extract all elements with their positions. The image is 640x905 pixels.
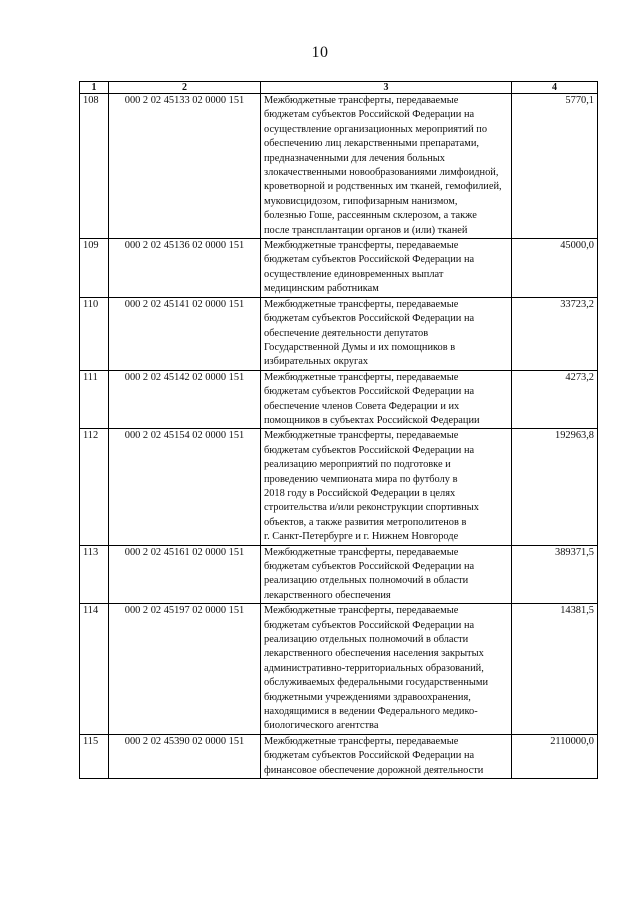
description-line: Межбюджетные трансферты, передаваемые bbox=[264, 430, 459, 442]
description-line: биологического агентства bbox=[264, 720, 379, 732]
description-line: кроветворной и родственных им тканей, гемофилией, bbox=[264, 181, 502, 193]
budget-classification-code: 000 2 02 45161 02 0000 151 bbox=[109, 545, 261, 604]
column-header-code: 2 bbox=[109, 82, 261, 94]
budget-transfers-table bbox=[79, 81, 598, 779]
description-line: бюджетам субъектов Российской Федерации на bbox=[264, 109, 475, 121]
budget-classification-code: 000 2 02 45133 02 0000 151 bbox=[109, 94, 261, 239]
transfer-description bbox=[261, 297, 512, 370]
description-line: Межбюджетные трансферты, передаваемые bbox=[264, 605, 459, 617]
transfer-description bbox=[261, 239, 512, 298]
amount-value: 5770,1 bbox=[512, 94, 598, 239]
transfer-description bbox=[261, 545, 512, 604]
description-line: бюджетам субъектов Российской Федерации на bbox=[264, 386, 475, 398]
table-row bbox=[80, 94, 598, 239]
amount-value: 192963,8 bbox=[512, 429, 598, 545]
amount-value: 14381,5 bbox=[512, 604, 598, 735]
table-row bbox=[80, 239, 598, 298]
row-number: 115 bbox=[80, 734, 109, 778]
description-line: Межбюджетные трансферты, передаваемые bbox=[264, 371, 459, 383]
description-line: избирательных округах bbox=[264, 356, 369, 368]
budget-classification-code: 000 2 02 45141 02 0000 151 bbox=[109, 297, 261, 370]
description-line: после трансплантации органов и (или) тканей bbox=[264, 224, 468, 236]
budget-classification-code: 000 2 02 45390 02 0000 151 bbox=[109, 734, 261, 778]
description-line: медицинским работникам bbox=[264, 283, 379, 295]
description-line: Межбюджетные трансферты, передаваемые bbox=[264, 95, 459, 106]
table-row bbox=[80, 370, 598, 429]
description-line: реализацию мероприятий по подготовке и bbox=[264, 459, 451, 471]
row-number: 109 bbox=[80, 239, 109, 298]
description-line: находящимися в ведении Федерального медико- bbox=[264, 706, 478, 718]
table-row bbox=[80, 297, 598, 370]
description-line: обслуживаемых федеральными государственными bbox=[264, 677, 489, 689]
description-line: объектов, а также развития метрополитенов в bbox=[264, 516, 467, 528]
description-line: реализацию отдельных полномочий в области bbox=[264, 634, 469, 646]
amount-value: 4273,2 bbox=[512, 370, 598, 429]
row-number: 108 bbox=[80, 94, 109, 239]
description-line: Межбюджетные трансферты, передаваемые bbox=[264, 298, 459, 310]
description-line: Государственной Думы и их помощников в bbox=[264, 341, 456, 353]
description-line: Межбюджетные трансферты, передаваемые bbox=[264, 546, 459, 558]
description-line: Межбюджетные трансферты, передаваемые bbox=[264, 735, 459, 747]
transfer-description bbox=[261, 94, 512, 239]
transfer-description bbox=[261, 604, 512, 735]
row-number: 113 bbox=[80, 545, 109, 604]
description-line: обеспечению лиц лекарственными препаратами, bbox=[264, 138, 479, 150]
page-number: 10 bbox=[311, 44, 329, 61]
description-line: лекарственного обеспечения населения закрытых bbox=[264, 648, 484, 660]
description-line: помощников в субъектах Российской Федерации bbox=[264, 414, 480, 426]
column-header-amount: 4 bbox=[512, 82, 598, 94]
transfer-description bbox=[261, 734, 512, 778]
row-number: 112 bbox=[80, 429, 109, 545]
budget-classification-code: 000 2 02 45154 02 0000 151 bbox=[109, 429, 261, 545]
table-row bbox=[80, 604, 598, 735]
description-line: лекарственного обеспечения bbox=[264, 589, 391, 601]
description-line: г. Санкт-Петербурге и г. Нижнем Новгороде bbox=[264, 531, 459, 543]
description-line: бюджетными учреждениями здравоохранения, bbox=[264, 691, 471, 703]
transfer-description bbox=[261, 370, 512, 429]
description-line: муковисцидозом, гипофизарным нанизмом, bbox=[264, 195, 458, 207]
description-line: злокачественными новообразованиями лимфоидной, bbox=[264, 167, 499, 179]
amount-value: 389371,5 bbox=[512, 545, 598, 604]
description-line: бюджетам субъектов Российской Федерации на bbox=[264, 750, 475, 762]
description-line: финансовое обеспечение дорожной деятельности bbox=[264, 764, 484, 776]
description-line: болезнью Гоше, рассеянным склерозом, а также bbox=[264, 210, 477, 222]
description-line: обеспечение деятельности депутатов bbox=[264, 327, 429, 339]
amount-value: 45000,0 bbox=[512, 239, 598, 298]
description-line: бюджетам субъектов Российской Федерации на bbox=[264, 313, 475, 325]
description-line: осуществление единовременных выплат bbox=[264, 268, 444, 280]
transfer-description bbox=[261, 429, 512, 545]
description-line: 2018 году в Российской Федерации в целях bbox=[264, 487, 456, 499]
column-header-description: 3 bbox=[261, 82, 512, 94]
table-row bbox=[80, 545, 598, 604]
description-line: бюджетам субъектов Российской Федерации на bbox=[264, 561, 475, 572]
row-number: 111 bbox=[80, 370, 109, 429]
description-line: бюджетам субъектов Российской Федерации на bbox=[264, 254, 475, 266]
budget-classification-code: 000 2 02 45197 02 0000 151 bbox=[109, 604, 261, 735]
row-number: 110 bbox=[80, 297, 109, 370]
description-line: реализацию отдельных полномочий в области bbox=[264, 575, 469, 587]
table-row bbox=[80, 429, 598, 545]
row-number: 114 bbox=[80, 604, 109, 735]
budget-classification-code: 000 2 02 45142 02 0000 151 bbox=[109, 370, 261, 429]
column-header-number: 1 bbox=[80, 82, 109, 94]
description-line: осуществление организационных мероприятий по bbox=[264, 123, 488, 135]
description-line: административно-территориальных образований, bbox=[264, 662, 484, 674]
table-header-row bbox=[80, 82, 598, 94]
budget-classification-code: 000 2 02 45136 02 0000 151 bbox=[109, 239, 261, 298]
description-line: обеспечение членов Совета Федерации и их bbox=[264, 400, 460, 412]
description-line: предназначенными для лечения больных bbox=[264, 152, 445, 164]
table-row bbox=[80, 734, 598, 778]
description-line: проведению чемпионата мира по футболу в bbox=[264, 473, 458, 485]
table-body bbox=[80, 94, 598, 779]
amount-value: 33723,2 bbox=[512, 297, 598, 370]
description-line: бюджетам субъектов Российской Федерации на bbox=[264, 444, 475, 456]
description-line: бюджетам субъектов Российской Федерации на bbox=[264, 619, 475, 631]
description-line: Межбюджетные трансферты, передаваемые bbox=[264, 240, 459, 252]
amount-value: 2110000,0 bbox=[512, 734, 598, 778]
description-line: строительства и/или реконструкции спортивных bbox=[264, 502, 479, 514]
